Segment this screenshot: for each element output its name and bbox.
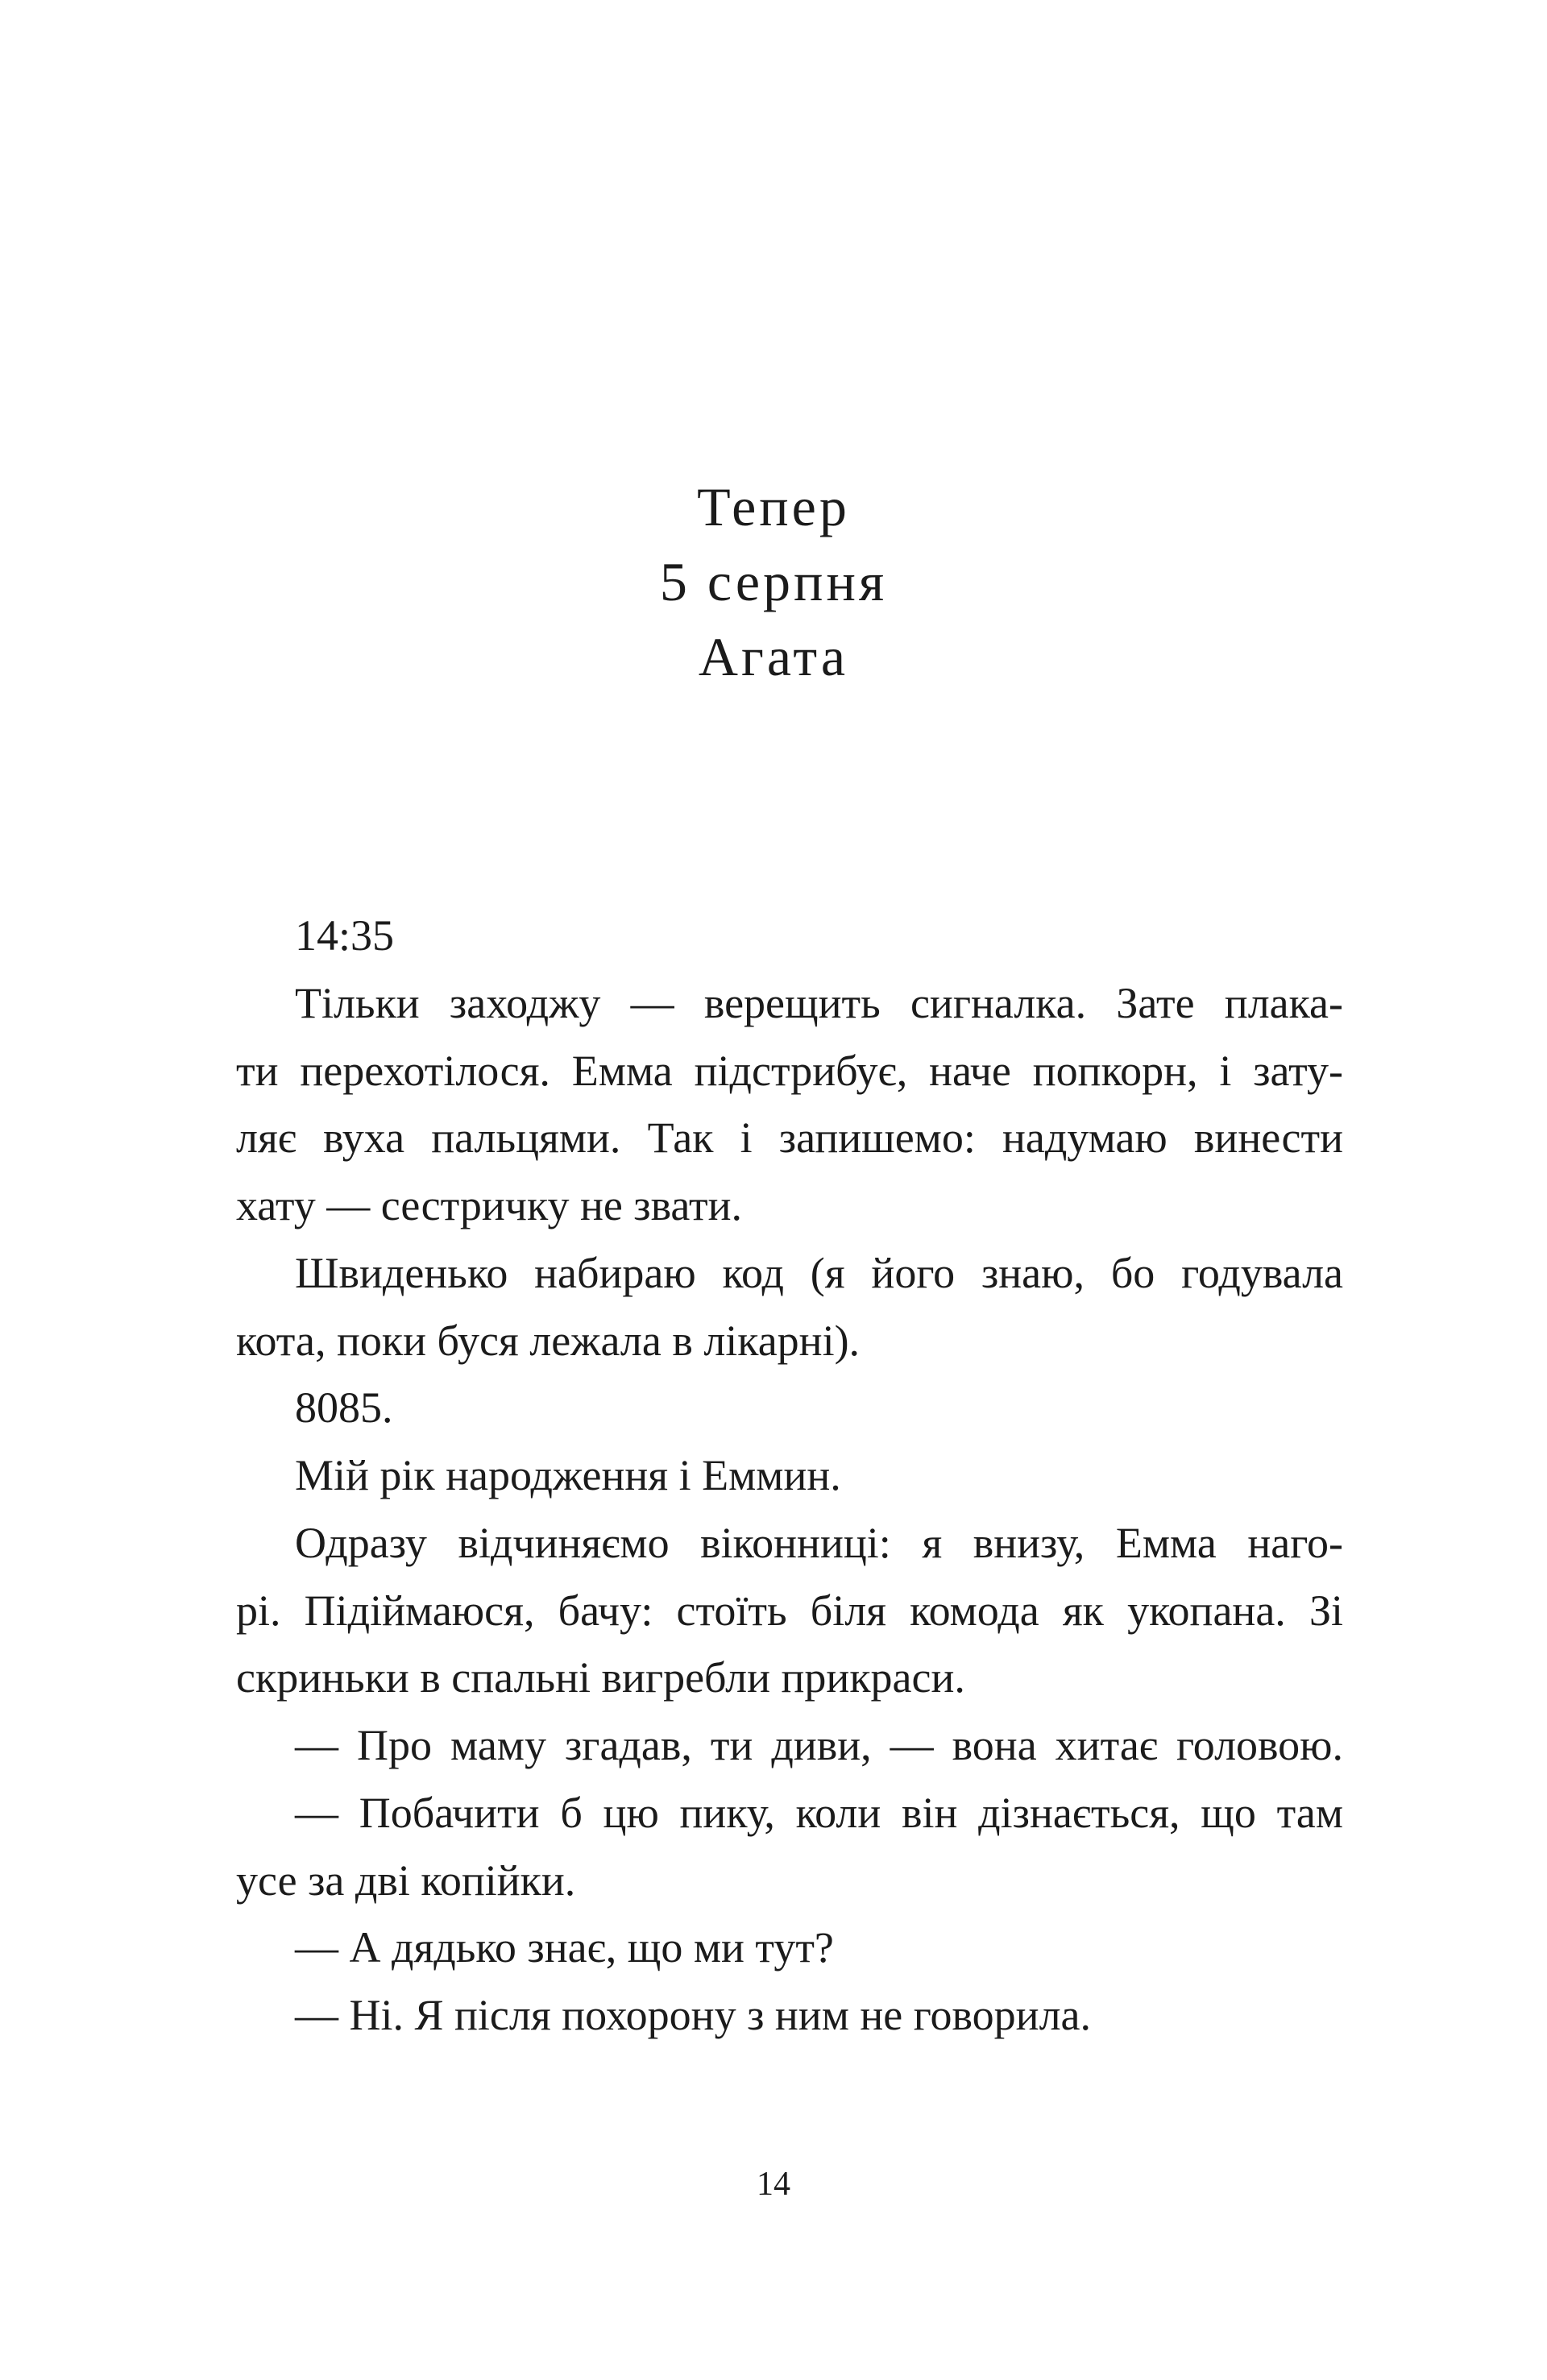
chapter-part-title: Тепер — [697, 476, 850, 537]
chapter-heading — [0, 470, 1547, 695]
text-line: ти перехотілося. Емма підстрибує, наче попкорн, і зату- — [236, 1046, 1343, 1095]
text-line: кота, поки буся лежала в лікарні). — [236, 1316, 861, 1365]
text-line: скриньки в спальні вигребли прикраси. — [236, 1653, 965, 1702]
text-line: — Побачити б цю пику, коли він дізнається, що там — [295, 1788, 1343, 1837]
text-line: хату — сестричку не звати. — [236, 1181, 742, 1229]
text-line: — Про маму згадав, ти диви, — вона хитає головою. — [295, 1721, 1343, 1769]
text-line: усе за дві копійки. — [236, 1855, 576, 1905]
text-line: Швиденько набираю код (я його знаю, бо годувала — [295, 1248, 1343, 1297]
text-line: — Ні. Я після похорону з ним не говорила. — [295, 1991, 1091, 2039]
text-line: 8085. — [295, 1383, 393, 1433]
page-number: 14 — [757, 2166, 790, 2203]
text-line: 14:35 — [295, 911, 395, 960]
text-line: ляє вуха пальцями. Так і запишемо: надумаю винести — [236, 1113, 1343, 1163]
text-line: — А дядько знає, що ми тут? — [295, 1923, 834, 1972]
chapter-narrator: Агата — [698, 626, 849, 687]
text-line: рі. Підіймаюся, бачу: стоїть біля комода як укопана. Зі — [236, 1586, 1343, 1635]
text-line: Одразу відчиняємо віконниці: я внизу, Емма наго- — [295, 1518, 1343, 1567]
text-line: Мій рік народження і Еммин. — [295, 1451, 841, 1499]
text-line: Тільки заходжу — верещить сигналка. Зате плака- — [295, 978, 1343, 1027]
body-text — [236, 902, 1343, 2050]
chapter-date: 5 серпня — [659, 551, 888, 612]
